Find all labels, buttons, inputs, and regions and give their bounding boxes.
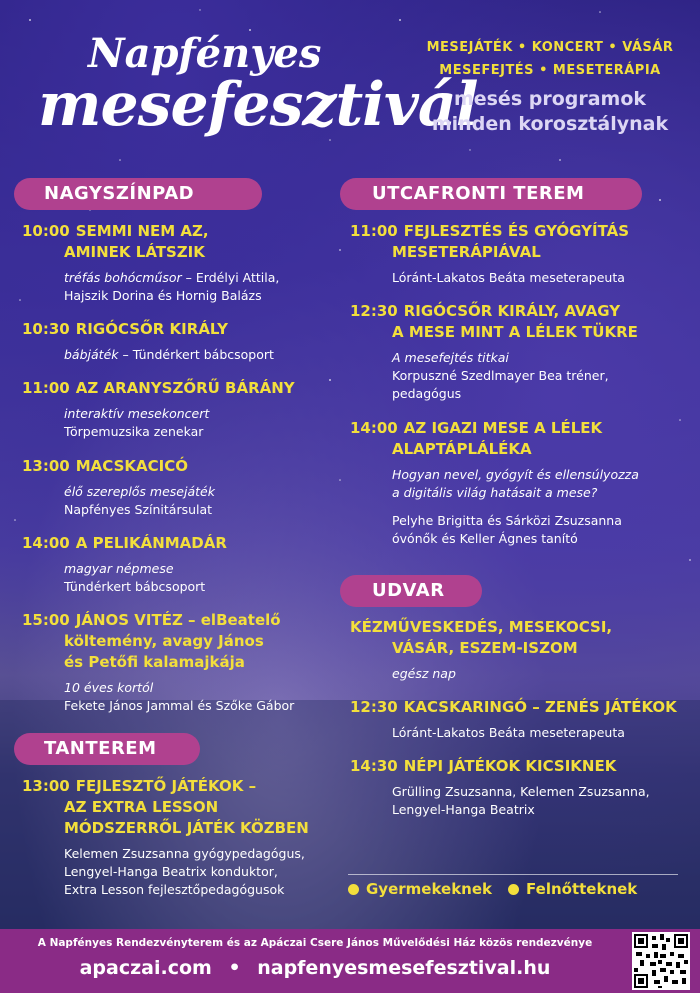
event-time: 14:00 — [350, 419, 398, 437]
event-performers: Tündérkert bábcsoport — [64, 579, 206, 594]
event-time: 14:00 — [22, 534, 70, 552]
section-nagyszinpad: NAGYSZÍNPAD — [14, 178, 262, 210]
event-time: 11:00 — [22, 379, 70, 397]
event-macskacico — [22, 456, 342, 519]
tagline-line2: minden korosztálynak — [431, 113, 669, 135]
event-performers: Fekete János Jammal és Szőke Gábor — [64, 698, 295, 713]
event-time: 10:30 — [22, 320, 70, 338]
footer-bar — [0, 929, 700, 993]
event-desc: magyar népmese — [64, 561, 174, 576]
event-name-cont: MESETERÁPIÁVAL — [392, 243, 541, 261]
event-performers-cont: Hajszik Dorina és Hornig Balázs — [64, 288, 262, 303]
tagline-line1: mesés programok — [453, 88, 647, 110]
event-desc: tréfás bohócműsor — [64, 270, 182, 285]
organizer-note: A Napfényes Rendezvényterem és az Apáczai Csere János Művelődési Ház közös rendezvénye — [37, 937, 593, 949]
event-desc: egész nap — [392, 666, 456, 681]
event-desc: Hogyan nevel, gyógyít és ellensúlyozza — [392, 467, 639, 482]
legend-adults: Felnőtteknek — [526, 880, 638, 898]
event-desc: interaktív mesekoncert — [64, 406, 210, 421]
legend-kids: Gyermekeknek — [366, 880, 493, 898]
event-name: NÉPI JÁTÉKOK KICSIKNEK — [403, 757, 617, 775]
kids-dot-icon — [348, 884, 359, 895]
event-time: 12:30 — [350, 302, 398, 320]
qr-code-icon[interactable] — [632, 932, 690, 990]
event-performers-cont: óvónők és Keller Ágnes tanító — [392, 531, 578, 546]
event-name-cont2: és Petőfi kalamajkája — [64, 653, 245, 671]
event-igazi-mese — [350, 418, 690, 548]
event-aranyszoru — [22, 378, 342, 441]
event-rigocsor — [22, 319, 342, 364]
event-name: MACSKACICÓ — [75, 457, 188, 475]
event-time: 12:30 — [350, 698, 398, 716]
event-performers: Törpemuzsika zenekar — [64, 424, 204, 439]
event-name: FEJLESZTŐ JÁTÉKOK – — [75, 777, 257, 795]
url-separator: • — [228, 957, 241, 979]
event-name-cont2: MÓDSZERRŐL JÁTÉK KÖZBEN — [64, 819, 309, 837]
event-performers: Napfényes Színitársulat — [64, 502, 213, 517]
event-pelikanmadar — [22, 533, 342, 596]
event-time: 11:00 — [350, 222, 398, 240]
event-name: AZ IGAZI MESE A LÉLEK — [403, 419, 603, 437]
event-performers: Kelemen Zsuzsanna gyógypedagógus, — [64, 846, 305, 861]
event-name: A PELIKÁNMADÁR — [75, 534, 227, 552]
event-kezmuveskedes — [350, 617, 690, 683]
event-janos-vitez — [22, 610, 342, 715]
event-semmi — [22, 221, 342, 305]
title-line1: Napfényes — [88, 30, 322, 77]
legend-divider — [348, 874, 678, 875]
event-name-cont: VÁSÁR, ESZEM-ISZOM — [392, 639, 578, 657]
event-name-cont: költemény, avagy János — [64, 632, 264, 650]
program-tags-line2: MESEFEJTÉS • MESETERÁPIA — [439, 63, 661, 78]
event-performers: Lóránt-Lakatos Beáta meseterapeuta — [392, 725, 625, 740]
link-festival[interactable]: napfenyesmesefesztival.hu — [257, 957, 551, 979]
title-line2: mesefesztivál — [38, 70, 478, 140]
event-performers-cont: Lengyel-Hanga Beatrix — [392, 802, 535, 817]
event-name: KACSKARINGÓ – ZENÉS JÁTÉKOK — [403, 698, 677, 716]
event-name: AZ ARANYSZŐRŰ BÁRÁNY — [75, 379, 295, 397]
footer-urls — [0, 957, 630, 979]
audience-legend — [348, 880, 678, 898]
event-time: 14:30 — [350, 757, 398, 775]
event-performers: Grülling Zsuzsanna, Kelemen Zsuzsanna, — [392, 784, 650, 799]
event-performers: Korpuszné Szedlmayer Bea tréner, — [392, 368, 609, 383]
event-nepi-jatekok — [350, 756, 690, 819]
event-desc: 10 éves kortól — [64, 680, 154, 695]
event-time: 13:00 — [22, 777, 70, 795]
section-utcafronti-terem: UTCAFRONTI TEREM — [340, 178, 642, 210]
event-fejlesztes-gyogyitas — [350, 221, 690, 287]
event-performers: Lóránt-Lakatos Beáta meseterapeuta — [392, 270, 625, 285]
event-kacskaringo — [350, 697, 690, 742]
event-performers-cont2: Extra Lesson fejlesztőpedagógusok — [64, 882, 285, 897]
event-time: 10:00 — [22, 222, 70, 240]
event-name: JÁNOS VITÉZ – elBeatelő — [75, 611, 281, 629]
event-performers: Pelyhe Brigitta és Sárközi Zsuzsanna — [392, 513, 622, 528]
event-name: RIGÓCSŐR KIRÁLY, AVAGY — [403, 302, 621, 320]
event-name: SEMMI NEM AZ, — [75, 222, 209, 240]
section-tanterem: TANTEREM — [14, 733, 200, 765]
event-performers: – Tündérkert bábcsoport — [118, 347, 274, 362]
event-performers: – Erdélyi Attila, — [181, 270, 280, 285]
event-time: 15:00 — [22, 611, 70, 629]
event-name-cont: ALAPTÁPLÁLÉKA — [392, 440, 532, 458]
event-rigocsor-tukre — [350, 301, 690, 403]
event-desc: bábjáték — [64, 347, 119, 362]
event-desc: élő szereplős mesejáték — [64, 484, 215, 499]
event-name-cont: A MESE MINT A LÉLEK TÜKRE — [392, 323, 638, 341]
event-name: RIGÓCSŐR KIRÁLY — [75, 320, 229, 338]
event-time: 13:00 — [22, 457, 70, 475]
event-name-cont: AZ EXTRA LESSON — [64, 798, 219, 816]
event-desc-cont: a digitális világ hatásait a mese? — [392, 485, 598, 500]
event-name: KÉZMŰVESKEDÉS, MESEKOCSI, — [350, 618, 613, 636]
adults-dot-icon — [508, 884, 519, 895]
link-apaczai[interactable]: apaczai.com — [79, 957, 212, 979]
event-desc: A mesefejtés titkai — [392, 350, 509, 365]
event-performers-cont: Lengyel-Hanga Beatrix konduktor, — [64, 864, 278, 879]
event-name: FEJLESZTÉS ÉS GYÓGYÍTÁS — [403, 222, 630, 240]
event-fejleszto-jatekok — [22, 776, 342, 899]
event-performers-cont: pedagógus — [392, 386, 462, 401]
section-udvar: UDVAR — [340, 575, 482, 607]
program-tags-line1: MESEJÁTÉK • KONCERT • VÁSÁR — [426, 40, 674, 55]
event-name-cont: AMINEK LÁTSZIK — [64, 243, 205, 261]
